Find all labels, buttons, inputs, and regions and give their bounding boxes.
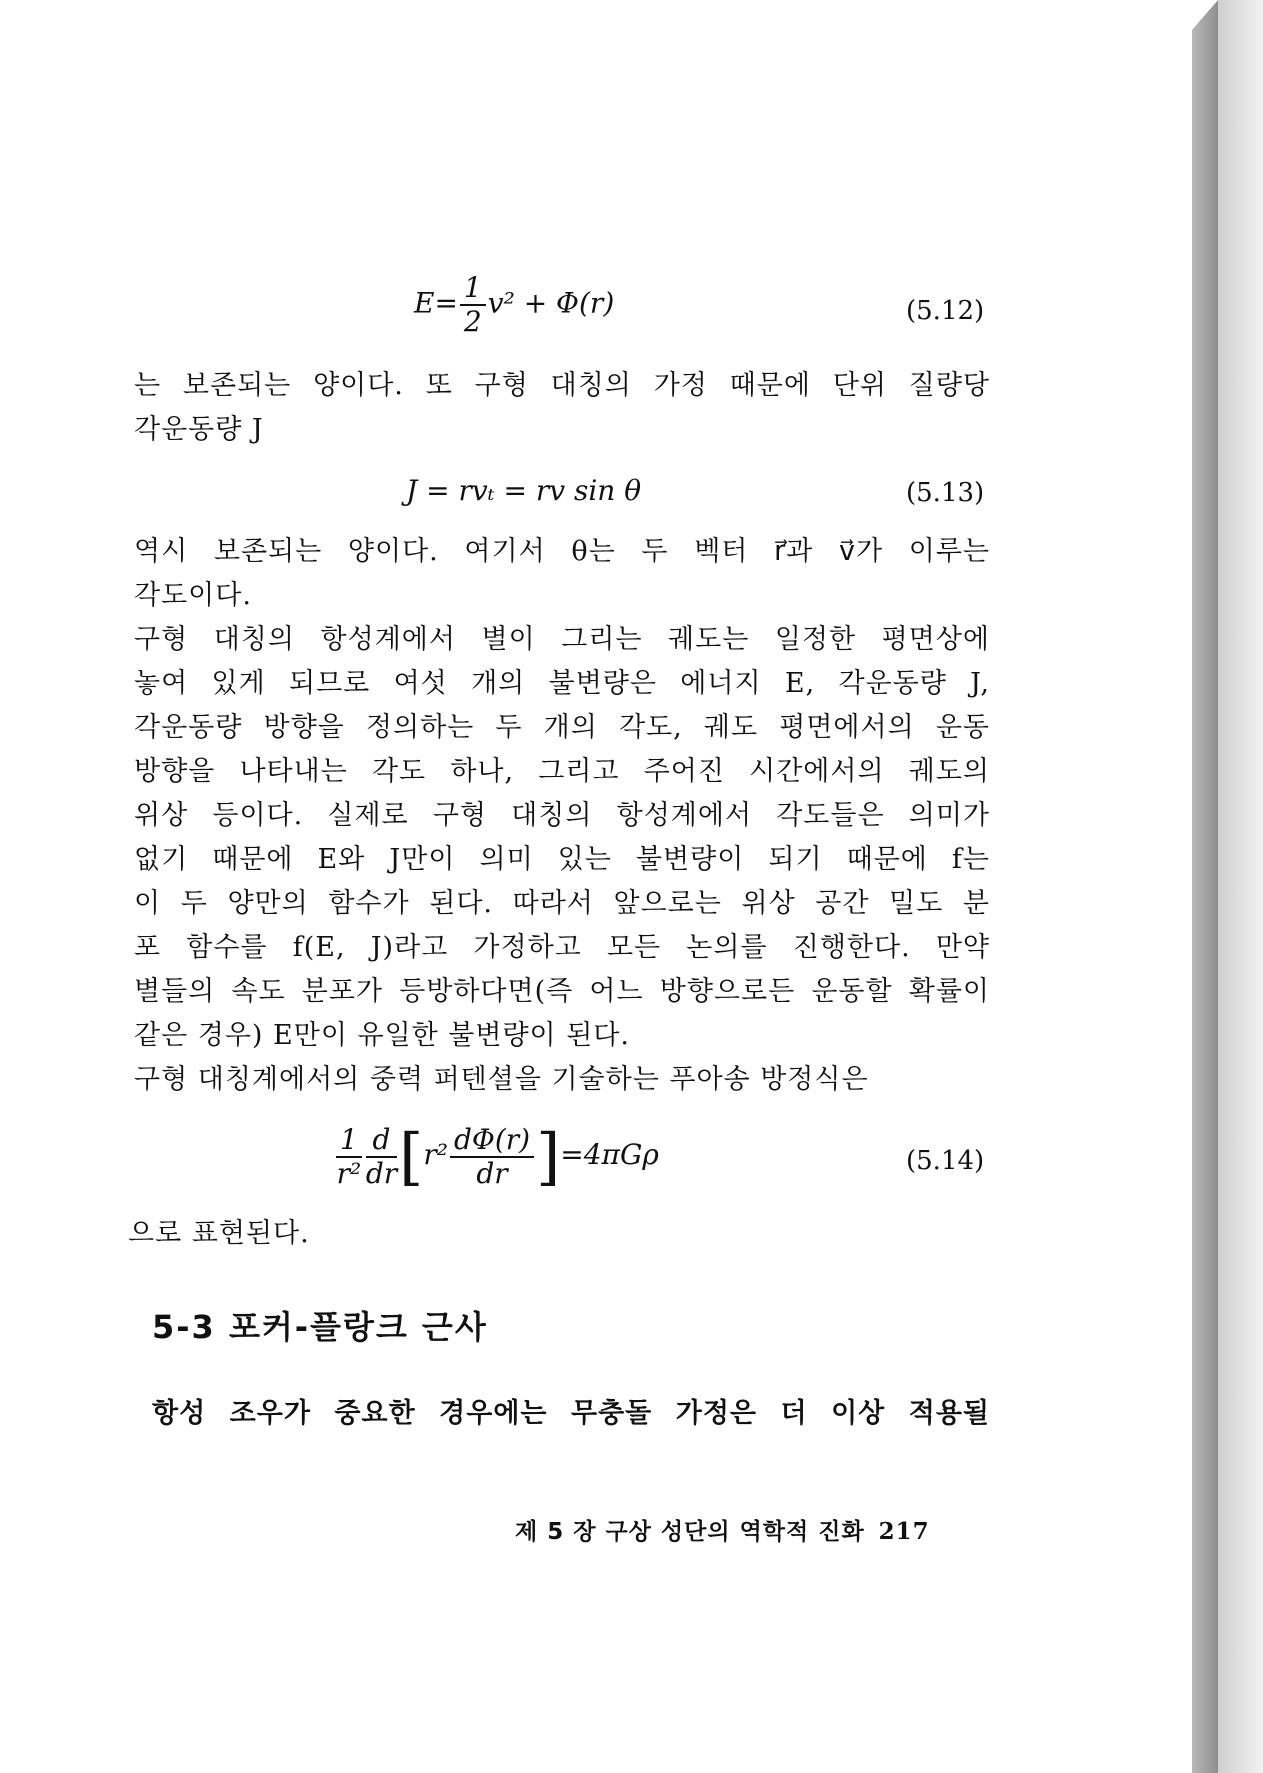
page-fold xyxy=(1192,0,1218,30)
frac-den: 2 xyxy=(463,305,482,338)
paragraph-line: 포 함수를 f(E, J)라고 가정하고 모든 논의를 진행한다. 만약 xyxy=(134,932,990,963)
eq-sign: = xyxy=(434,286,458,320)
page-edge xyxy=(1192,0,1218,1773)
paragraph-line: 역시 보존되는 양이다. 여기서 θ는 두 벡터 r⃗과 v⃗가 이루는 xyxy=(134,536,990,567)
equation-5-13: J = rvₜ = rv sin θ xyxy=(406,474,642,507)
paragraph-line: 위상 등이다. 실제로 구형 대칭의 항성계에서 각도들은 의미가 xyxy=(134,800,990,831)
paragraph-line: 같은 경우) E만이 유일한 불변량이 된다. xyxy=(134,1020,630,1051)
paragraph-line: 는 보존되는 양이다. 또 구형 대칭의 가정 때문에 단위 질량당 xyxy=(134,370,990,401)
right-bracket: ] xyxy=(536,1120,561,1193)
paragraph-line: 구형 대칭의 항성계에서 별이 그리는 궤도는 일정한 평면상에 xyxy=(134,624,990,655)
page-number: 217 xyxy=(878,1518,930,1545)
frac-num: dΦ(r) xyxy=(450,1124,534,1158)
left-bracket: [ xyxy=(399,1120,424,1193)
equation-number: (5.12) xyxy=(906,296,985,326)
paragraph-line: 각도이다. xyxy=(134,580,252,611)
page-shadow xyxy=(1218,0,1263,1773)
eq-inner: r² xyxy=(423,1138,448,1171)
equation-5-12 xyxy=(414,272,614,338)
fraction xyxy=(336,1124,362,1190)
paragraph-line: 별들의 속도 분포가 등방하다면(즉 어느 방향으로든 운동할 확률이 xyxy=(134,976,990,1007)
chapter-title: 제 5 장 구상 성단의 역학적 진화 xyxy=(515,1519,865,1545)
eq-rhs: =4πGρ xyxy=(560,1138,659,1171)
paragraph-line: 항성 조우가 중요한 경우에는 무충돌 가정은 더 이상 적용될 xyxy=(152,1398,990,1429)
frac-den: dr xyxy=(476,1156,508,1190)
paragraph-line: 구형 대칭계에서의 중력 퍼텐셜을 기술하는 푸아송 방정식은 xyxy=(134,1064,869,1095)
equation-5-14 xyxy=(334,1120,659,1193)
paragraph-line: 놓여 있게 되므로 여섯 개의 불변량은 에너지 E, 각운동량 J, xyxy=(134,668,990,699)
paragraph-line: 각운동량 방향을 정의하는 두 개의 각도, 궤도 평면에서의 운동 xyxy=(134,712,990,743)
paragraph-line: 으로 표현된다. xyxy=(128,1218,310,1249)
eq-rest: v² + Φ(r) xyxy=(487,286,615,320)
frac-num: 1 xyxy=(336,1124,362,1158)
paragraph-line: 이 두 양만의 함수가 된다. 따라서 앞으로는 위상 공간 밀도 분 xyxy=(134,888,990,919)
frac-den: r² xyxy=(336,1156,362,1190)
frac-num: 1 xyxy=(460,272,486,306)
paragraph-line: 방향을 나타내는 각도 하나, 그리고 주어진 시간에서의 궤도의 xyxy=(134,756,990,787)
frac-den: dr xyxy=(365,1156,398,1190)
eq-lhs: E xyxy=(414,286,435,320)
frac-num: d xyxy=(366,1124,397,1158)
equation-number: (5.13) xyxy=(906,478,985,508)
paragraph-line: 각운동량 J xyxy=(134,414,264,445)
section-heading: 5-3 포커-플랑크 근사 xyxy=(152,1308,488,1346)
equation-number: (5.14) xyxy=(906,1146,985,1176)
fraction xyxy=(366,1124,397,1190)
fraction xyxy=(450,1124,534,1190)
fraction xyxy=(460,272,486,338)
page-footer xyxy=(515,1513,930,1546)
paragraph-line: 없기 때문에 E와 J만이 의미 있는 불변량이 되기 때문에 f는 xyxy=(134,844,990,875)
